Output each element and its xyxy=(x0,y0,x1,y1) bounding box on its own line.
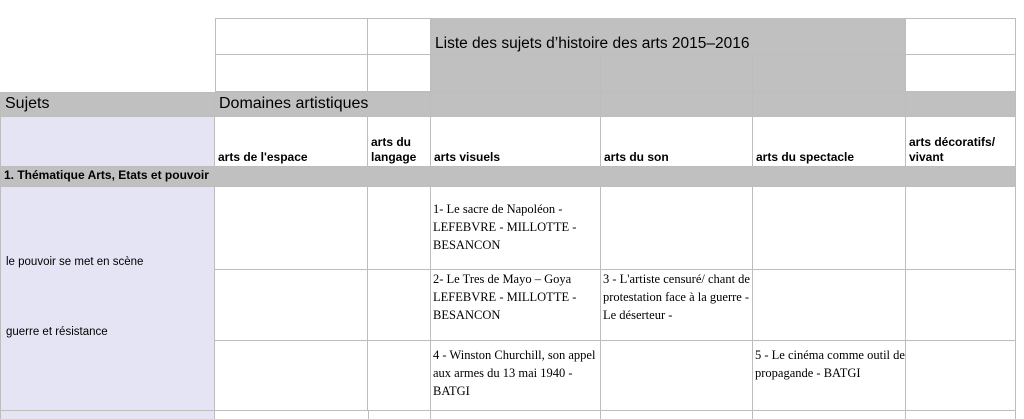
table-cell xyxy=(368,270,431,341)
table-cell: 3 - L'artiste censuré/ chant de protestation face à la guerre - Le déserteur - xyxy=(601,270,753,341)
empty-cell xyxy=(215,55,368,92)
table-cell xyxy=(906,187,1016,270)
section-title: 1. Thématique Arts, Etats et pouvoir xyxy=(0,167,1016,187)
column-divider xyxy=(905,411,906,419)
table-cell xyxy=(601,187,753,270)
table-cell xyxy=(753,270,906,341)
table-cell xyxy=(368,341,431,411)
gray-cell xyxy=(431,92,601,117)
table-cell xyxy=(215,270,368,341)
page-title: Liste des sujets d’histoire des arts 2015–2016 xyxy=(431,18,906,55)
row-divider xyxy=(0,410,215,411)
empty-cell xyxy=(215,18,368,55)
table-cell: 5 - Le cinéma comme outil de propagande - BATGI xyxy=(753,341,906,411)
empty-cell xyxy=(906,18,1016,55)
table-cell xyxy=(601,341,753,411)
row-label: guerre et résistance xyxy=(6,326,108,338)
table-cell xyxy=(215,187,368,270)
table-cell xyxy=(906,270,1016,341)
col-arts-spectacle: arts du spectacle xyxy=(753,117,906,167)
sujets-header: Sujets xyxy=(0,92,215,117)
partial-row xyxy=(215,411,1016,419)
table-cell: 1- Le sacre de Napoléon - LEFEBVRE - MILLOTTE - BESANCON xyxy=(431,187,601,270)
row-label: le pouvoir se met en scène xyxy=(6,256,144,268)
gray-cell xyxy=(906,92,1016,117)
column-divider xyxy=(430,411,431,419)
col-arts-decoratifs: arts décoratifs/ vivant xyxy=(906,117,1016,167)
col-arts-espace: arts de l'espace xyxy=(215,117,368,167)
column-divider xyxy=(368,411,369,419)
column-divider xyxy=(752,411,753,419)
empty-cell xyxy=(368,55,431,92)
empty-cell xyxy=(906,55,1016,92)
gray-cell xyxy=(601,55,753,92)
col-arts-visuels: arts visuels xyxy=(431,117,601,167)
gray-cell xyxy=(753,55,906,92)
table-cell: 4 - Winston Churchill, son appel aux armes du 13 mai 1940 - BATGI xyxy=(431,341,601,411)
table-cell: 2- Le Tres de Mayo – Goya LEFEBVRE - MILLOTTE - BESANCON xyxy=(431,270,601,341)
table-cell xyxy=(215,341,368,411)
header-spacer xyxy=(0,117,215,167)
column-divider xyxy=(600,411,601,419)
gray-cell xyxy=(601,92,753,117)
sujets-column xyxy=(0,187,215,419)
domaines-header: Domaines artistiques xyxy=(215,92,431,117)
gray-cell xyxy=(431,55,601,92)
empty-cell xyxy=(368,18,431,55)
table-cell xyxy=(368,187,431,270)
table-cell xyxy=(753,187,906,270)
col-arts-langage: arts du langage xyxy=(368,117,431,167)
gray-cell xyxy=(753,92,906,117)
table-cell xyxy=(906,341,1016,411)
col-arts-son: arts du son xyxy=(601,117,753,167)
